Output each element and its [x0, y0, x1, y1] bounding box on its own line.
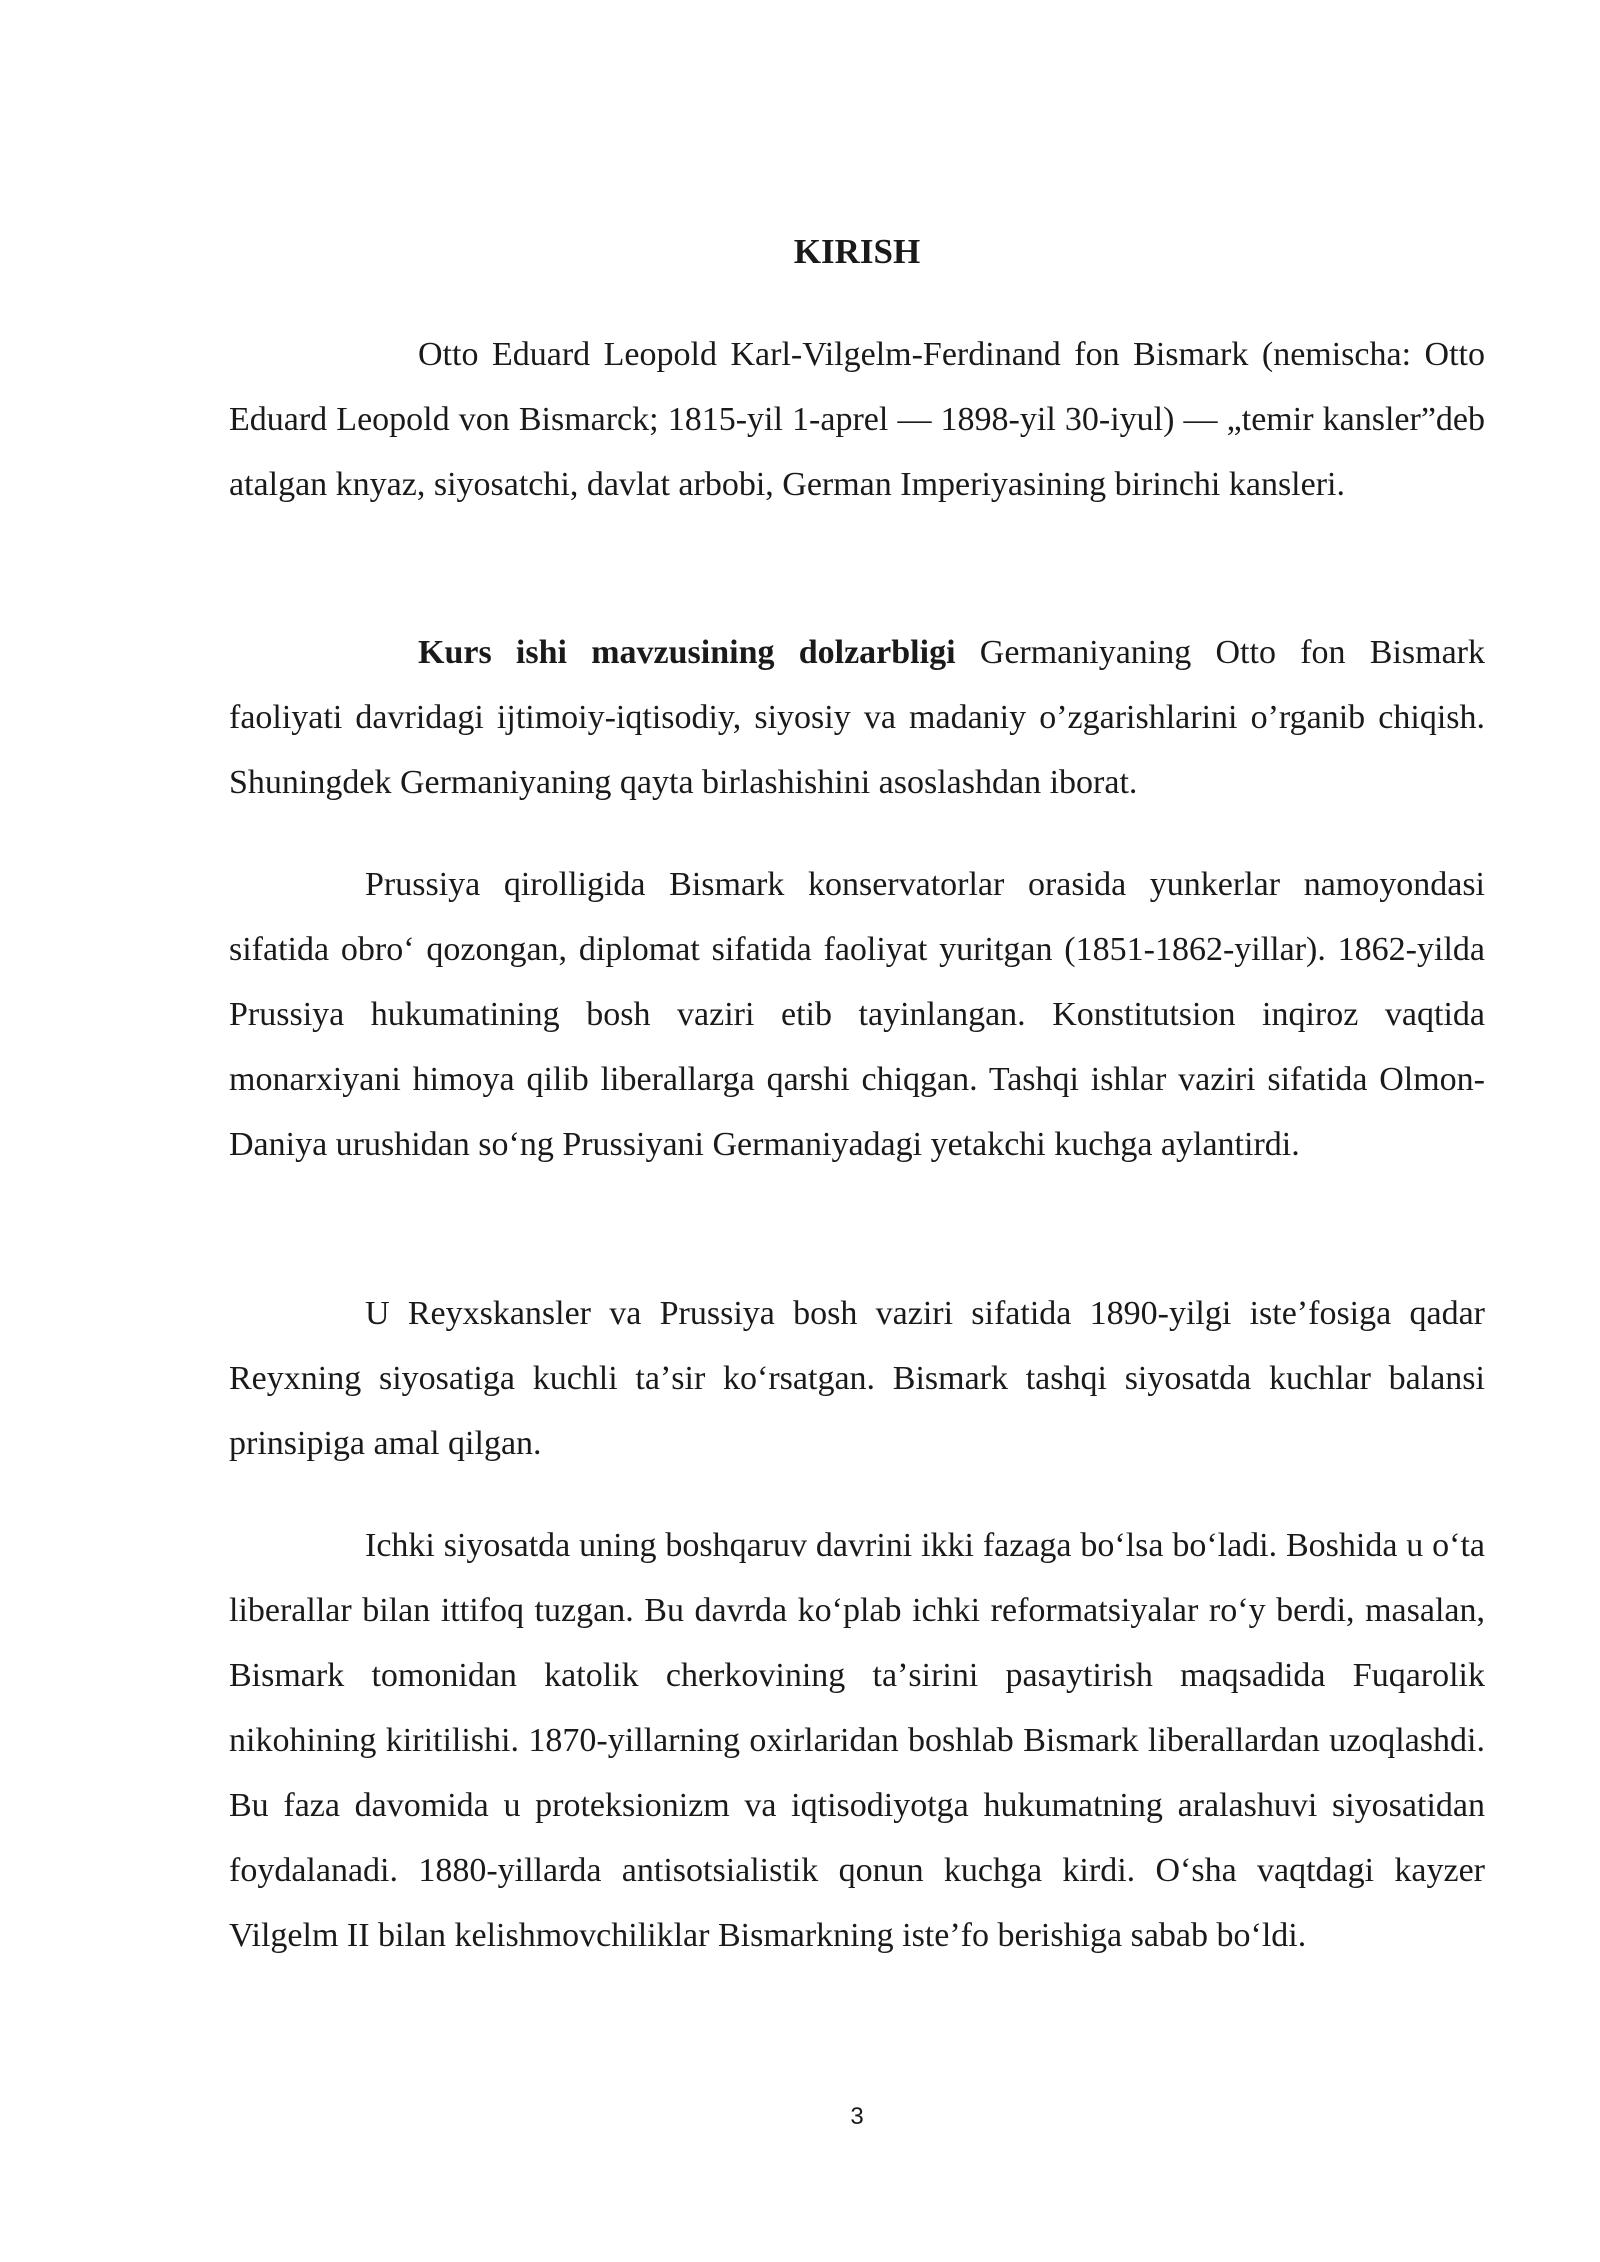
page-title: KIRISH: [793, 232, 921, 271]
paragraph-prussia: Prussiya qirolligida Bismark konservatorlar orasida yunkerlar namoyondasi sifatida obroʻ qozongan, diplomat sifatida faoliyat yuritgan (1851-1862-yillar). 1862-yilda Prussiya hukumatining bosh vaziri etib tayinlangan. Konstitutsion inqiroz vaqtida monarxiyani himoya qilib liberallarga qarshi chiqgan. Tashqi ishlar vaziri sifatida Olmon-Daniya urushidan soʻng Prussiyani Germaniyadagi yetakchi kuchga aylantirdi.: [229, 866, 1485, 1163]
paragraph-domestic-policy: Ichki siyosatda uning boshqaruv davrini ikki fazaga boʻlsa boʻladi. Boshida u oʻta liberallar bilan ittifoq tuzgan. Bu davrda koʻplab ichki reformatsiyalar roʻy berdi, masalan, Bismark tomonidan katolik cherkovining taʼsirini pasaytirish maqsadida Fuqarolik nikohining kiritilishi. 1870-yillarning oxirlaridan boshlab Bismark liberallardan uzoqlashdi. Bu faza davomida u proteksionizm va iqtisodiyotga hukumatning aralashuvi siyosatidan foydalanadi. 1880-yillarda antisotsialistik qonun kuchga kirdi. Oʻsha vaqtdagi kayzer Vilgelm II bilan kelishmovchiliklar Bismarkning isteʼfo berishiga sabab boʻldi.: [229, 1527, 1485, 1954]
paragraph-relevance: [229, 620, 1485, 815]
page-number: 3: [850, 2103, 864, 2130]
paragraph-relevance-text: Germaniyaning Otto fon Bismark faoliyati davridagi ijtimoiy-iqtisodiy, siyosiy va madaniy o’zgarishlarini o’rganib chiqish. Shuningdek Germaniyaning qayta birlashishini asoslashdan iborat.: [229, 634, 1485, 801]
paragraph-bold-lead: Kurs ishi mavzusining dolzarbligi: [418, 634, 956, 671]
paragraph-intro: Otto Eduard Leopold Karl-Vilgelm-Ferdinand fon Bismark (nemischa: Otto Eduard Leopold von Bismarck; 1815-yil 1-aprel — 1898-yil 30-iyul) — „temir kansler”deb atalgan knyaz, siyosatchi, davlat arbobi, German Imperiyasining birinchi kansleri.: [229, 336, 1485, 503]
document-page: [229, 0, 1485, 2262]
paragraph-reichskanzler: U Reyxskansler va Prussiya bosh vaziri sifatida 1890-yilgi isteʼfosiga qadar Reyxning siyosatiga kuchli taʼsir koʻrsatgan. Bismark tashqi siyosatda kuchlar balansi prinsipiga amal qilgan.: [229, 1295, 1485, 1462]
